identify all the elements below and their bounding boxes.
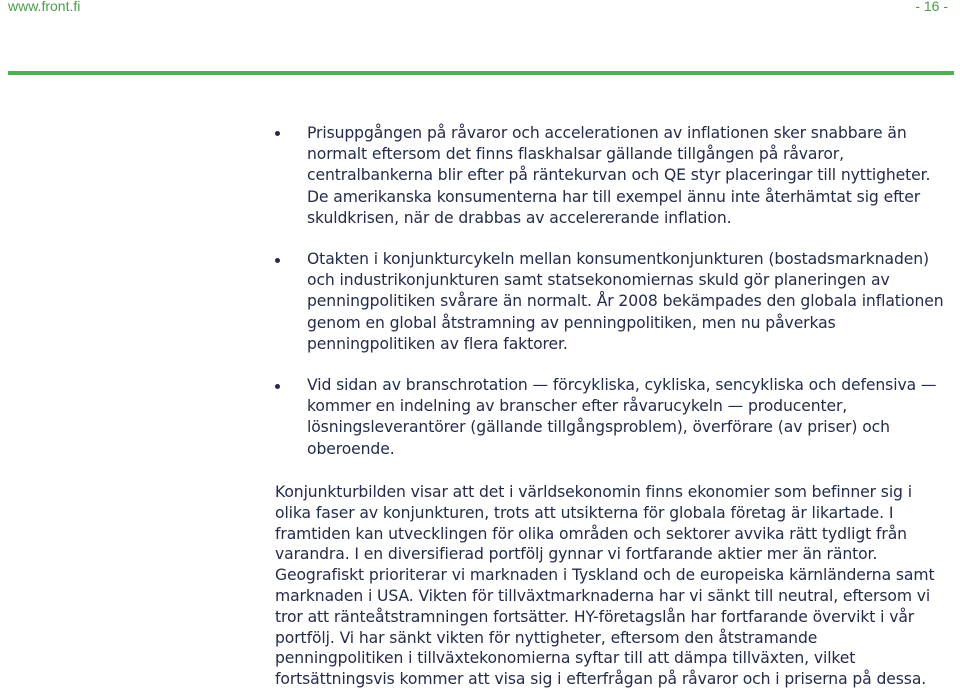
text-line: olika faser av konjunkturen, trots att utsikterna för globala företag är likartade. I xyxy=(275,503,894,522)
bullet-item-1 xyxy=(307,123,937,229)
page-number: - 16 - xyxy=(915,0,948,14)
body-paragraph xyxy=(275,482,943,690)
text-line: oberoende. xyxy=(307,439,395,458)
bullet-dot xyxy=(275,131,280,136)
header-url[interactable]: www.front.fi xyxy=(8,0,81,14)
text-line: normalt eftersom det finns flaskhalsar gällande tillgången på råvaror, xyxy=(307,145,844,164)
text-line: Otakten i konjunkturcykeln mellan konsumentkonjunkturen (bostadsmarknaden) xyxy=(307,250,930,268)
bullet-dot xyxy=(275,384,280,389)
header-divider xyxy=(8,71,954,75)
text-line: penningpolitiken svårare än normalt. År 2008 bekämpades den globala inflationen xyxy=(307,292,944,311)
text-line: varandra. I en diversifierad portfölj gynnar vi fortfarande aktier mer än räntor. xyxy=(275,545,878,564)
text-line: och industrikonjunkturen samt statsekonomiernas skuld gör planeringen av xyxy=(307,271,890,290)
text-line: penningpolitiken av flera faktorer. xyxy=(307,334,568,353)
text-line: Konjunkturbilden visar att det i världsekonomin finns ekonomier som befinner sig i xyxy=(275,483,912,501)
text-line: fortsättningsvis kommer att visa sig i efterfrågan på råvaror och i priserna på dessa. xyxy=(275,670,927,689)
text-line: Vid sidan av branschrotation — förcykliska, cykliska, sencykliska och defensiva — xyxy=(307,376,937,394)
text-line: penningpolitiken i tillväxtekonomierna syftar till att dämpa tillväxten, vilket xyxy=(275,649,856,668)
bullet-item-2 xyxy=(307,249,944,355)
text-line: kommer en indelning av branscher efter råvarucykeln — producenter, xyxy=(307,397,848,416)
text-line: portfölj. Vi har sänkt vikten för nyttigheter, eftersom den åtstramande xyxy=(275,628,818,647)
text-line: Geografiskt prioriterar vi marknaden i Tyskland och de europeiska kärnländerna samt xyxy=(275,566,935,585)
text-line: framtiden kan utvecklingen för olika områden och sektorer avvika rätt tydligt från xyxy=(275,524,907,543)
bullet-dot xyxy=(275,258,280,263)
bullet-item-3 xyxy=(307,375,937,460)
text-line: centralbankerna blir efter på räntekurvan och QE styr placeringar till nyttigheter. xyxy=(307,166,931,185)
text-line: marknaden i USA. Vikten för tillväxtmarknaderna har vi sänkt till neutral, eftersom vi xyxy=(275,586,931,605)
text-line: Prisuppgången på råvaror och accelerationen av inflationen sker snabbare än xyxy=(307,124,907,142)
text-line: lösningsleverantörer (gällande tillgångsproblem), överförare (av priser) och xyxy=(307,418,890,437)
text-line: genom en global åtstramning av penningpolitiken, men nu påverkas xyxy=(307,313,836,332)
text-line: tror att ränteåtstramningen fortsätter. HY-företagslån har fortfarande övervikt i vår xyxy=(275,607,915,626)
page-header xyxy=(0,0,960,20)
text-line: De amerikanska konsumenterna har till exempel ännu inte återhämtat sig efter xyxy=(307,187,921,206)
text-line: skuldkrisen, när de drabbas av accelererande inflation. xyxy=(307,208,732,227)
